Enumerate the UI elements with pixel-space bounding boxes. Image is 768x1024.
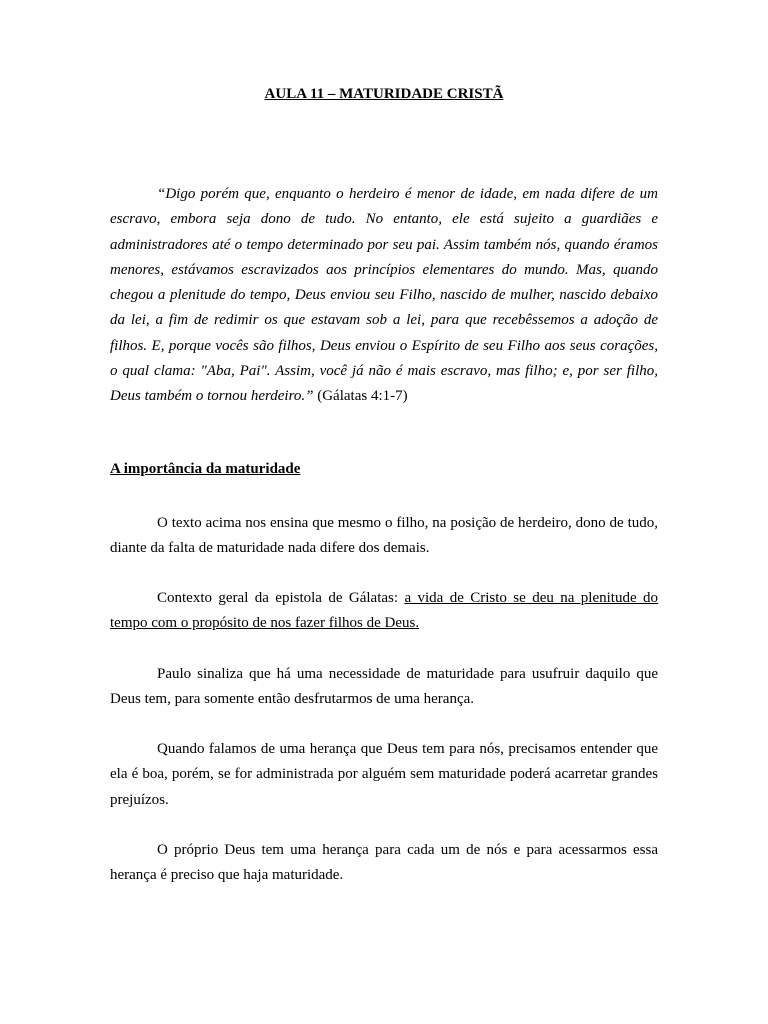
document-title: AULA 11 – MATURIDADE CRISTÃ	[264, 86, 504, 102]
paragraph-2-underlined: a vida de Cristo se deu na plenitude do tempo com o propósito de nos fazer filhos de Deus.	[110, 590, 658, 632]
scripture-quote	[110, 182, 658, 410]
paragraph-2	[110, 586, 658, 637]
paragraph-1: O texto acima nos ensina que mesmo o filho, na posição de herdeiro, dono de tudo, diante da falta de maturidade nada difere dos demais.	[110, 515, 658, 557]
paragraph-2-intro: Contexto geral da epistola de Gálatas:	[157, 590, 405, 606]
paragraph-5: O próprio Deus tem uma herança para cada um de nós e para acessarmos essa herança é preciso que haja maturidade.	[110, 842, 658, 884]
quote-text: “Digo porém que, enquanto o herdeiro é menor de idade, em nada difere de um escravo, embora seja dono de tudo. No entanto, ele está sujeito a guardiães e administradores até o tempo determinado por seu pai. Assim também nós, quando éramos menores, estávamos escravizados aos princípios elementares do mundo. Mas, quando chegou a plenitude do tempo, Deus enviou seu Filho, nascido de mulher, nascido debaixo da lei, a fim de redimir os que estavam sob a lei, para que recebêssemos a adoção de filhos. E, porque vocês são filhos, Deus enviou o Espírito de seu Filho aos seus corações, o qual clama: "Aba, Pai". Assim, você já não é mais escravo, mas filho; e, por ser filho, Deus também o tornou herdeiro.”	[110, 186, 658, 405]
paragraph-3: Paulo sinaliza que há uma necessidade de maturidade para usufruir daquilo que Deus tem, para somente então desfrutarmos de uma herança.	[110, 666, 658, 708]
quote-reference: (Gálatas 4:1-7)	[317, 388, 408, 405]
paragraph-4: Quando falamos de uma herança que Deus tem para nós, precisamos entender que ela é boa, porém, se for administrada por alguém sem maturidade poderá acarretar grandes prejuízos.	[110, 741, 658, 808]
section-heading: A importância da maturidade	[110, 461, 301, 477]
